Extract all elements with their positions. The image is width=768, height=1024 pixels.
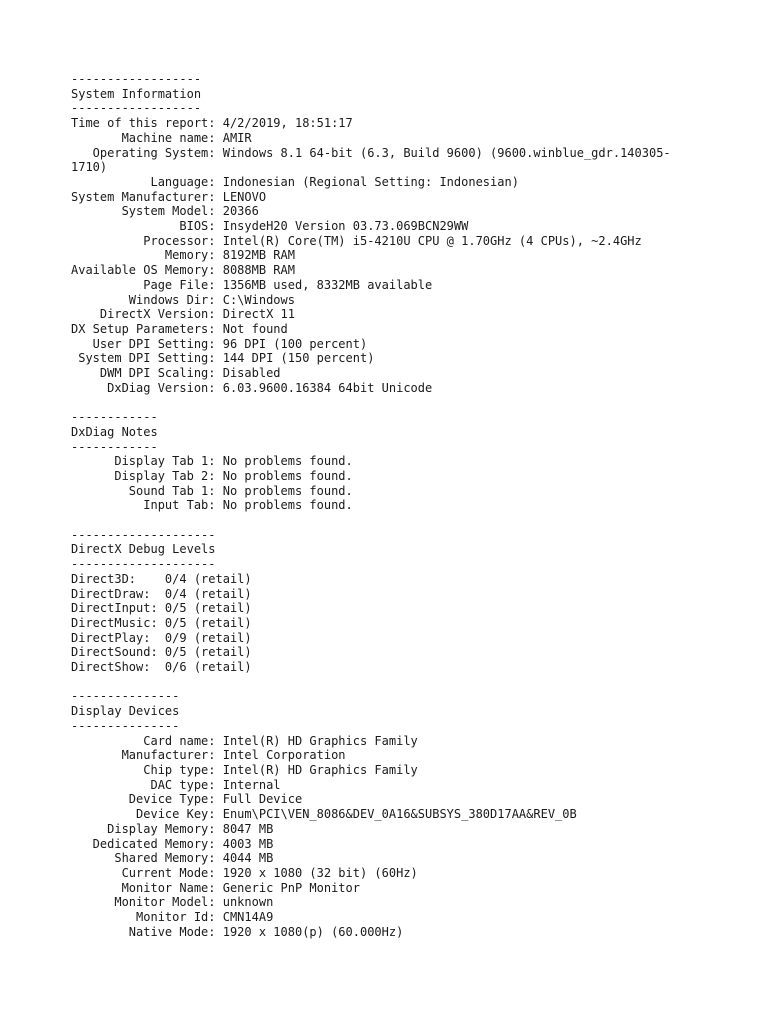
report-line: Dedicated Memory: 4003 MB xyxy=(71,836,274,851)
section-directx-debug-levels xyxy=(71,528,768,675)
section-system-information xyxy=(71,72,768,395)
report-line: DirectPlay: 0/9 (retail) xyxy=(71,630,252,645)
section-rule: -------------------- xyxy=(71,557,216,572)
report-line: Available OS Memory: 8088MB RAM xyxy=(71,263,295,278)
report-line: Card name: Intel(R) HD Graphics Family xyxy=(71,733,418,748)
section-rule: ------------------ xyxy=(71,101,202,116)
report-line: Shared Memory: 4044 MB xyxy=(71,851,274,866)
report-line: Operating System: Windows 8.1 64-bit (6.3, Build 9600) (9600.winblue_gdr.140305- xyxy=(71,145,671,160)
section-title: Display Devices xyxy=(71,704,180,719)
report-line: Sound Tab 1: No problems found. xyxy=(71,483,353,498)
report-line: Manufacturer: Intel Corporation xyxy=(71,748,346,763)
report-line: DX Setup Parameters: Not found xyxy=(71,321,288,336)
report-line: Display Tab 2: No problems found. xyxy=(71,468,353,483)
report-line: Machine name: AMIR xyxy=(71,130,252,145)
section-rule: ------------------ xyxy=(71,72,202,86)
section-dxdiag-notes xyxy=(71,410,768,513)
report-line: Device Key: Enum\PCI\VEN_8086&DEV_0A16&SUBSYS_380D17AA&REV_0B xyxy=(71,807,577,822)
section-title: DxDiag Notes xyxy=(71,424,158,439)
report-line: User DPI Setting: 96 DPI (100 percent) xyxy=(71,336,368,351)
blank-line xyxy=(71,395,768,410)
report-line: Device Type: Full Device xyxy=(71,792,303,807)
section-rule: ------------ xyxy=(71,410,158,425)
report-line: DAC type: Internal xyxy=(71,777,281,792)
report-line: Monitor Model: unknown xyxy=(71,895,274,910)
report-line: DirectDraw: 0/4 (retail) xyxy=(71,586,252,601)
report-line: Display Memory: 8047 MB xyxy=(71,821,274,836)
section-rule: --------------- xyxy=(71,689,180,704)
report-line: System Manufacturer: LENOVO xyxy=(71,189,267,204)
blank-line xyxy=(71,513,768,528)
section-title: DirectX Debug Levels xyxy=(71,542,216,557)
report-line: Display Tab 1: No problems found. xyxy=(71,454,353,469)
report-line: Processor: Intel(R) Core(TM) i5-4210U CPU @ 1.70GHz (4 CPUs), ~2.4GHz xyxy=(71,233,642,248)
report-line: Time of this report: 4/2/2019, 18:51:17 xyxy=(71,116,353,131)
section-rule: -------------------- xyxy=(71,527,216,542)
report-line: DirectMusic: 0/5 (retail) xyxy=(71,615,252,630)
report-line: DirectInput: 0/5 (retail) xyxy=(71,601,252,616)
section-title: System Information xyxy=(71,86,202,101)
report-line: Current Mode: 1920 x 1080 (32 bit) (60Hz) xyxy=(71,865,418,880)
report-line: Input Tab: No problems found. xyxy=(71,498,353,513)
report-line: Native Mode: 1920 x 1080(p) (60.000Hz) xyxy=(71,924,404,939)
section-rule: --------------- xyxy=(71,718,180,733)
section-display-devices xyxy=(71,689,768,939)
report-line: Monitor Id: CMN14A9 xyxy=(71,910,274,925)
report-line: Page File: 1356MB used, 8332MB available xyxy=(71,277,433,292)
report-line: Direct3D: 0/4 (retail) xyxy=(71,571,252,586)
report-line: BIOS: InsydeH20 Version 03.73.069BCN29WW xyxy=(71,219,469,234)
report-line: Windows Dir: C:\Windows xyxy=(71,292,295,307)
report-line: 1710) xyxy=(71,160,108,175)
report-line: System Model: 20366 xyxy=(71,204,259,219)
report-line: DxDiag Version: 6.03.9600.16384 64bit Unicode xyxy=(71,380,433,395)
report-line: Chip type: Intel(R) HD Graphics Family xyxy=(71,763,418,777)
report-line: System DPI Setting: 144 DPI (150 percent) xyxy=(71,351,375,366)
report-line: DirectX Version: DirectX 11 xyxy=(71,307,295,322)
report-line: DirectSound: 0/5 (retail) xyxy=(71,645,252,660)
report-line: Monitor Name: Generic PnP Monitor xyxy=(71,880,360,895)
blank-line xyxy=(71,675,768,690)
report-line: Memory: 8192MB RAM xyxy=(71,248,295,263)
section-rule: ------------ xyxy=(71,439,158,454)
report-line: DWM DPI Scaling: Disabled xyxy=(71,366,281,381)
report-line: DirectShow: 0/6 (retail) xyxy=(71,660,252,675)
report-line: Language: Indonesian (Regional Setting: Indonesian) xyxy=(71,174,519,189)
